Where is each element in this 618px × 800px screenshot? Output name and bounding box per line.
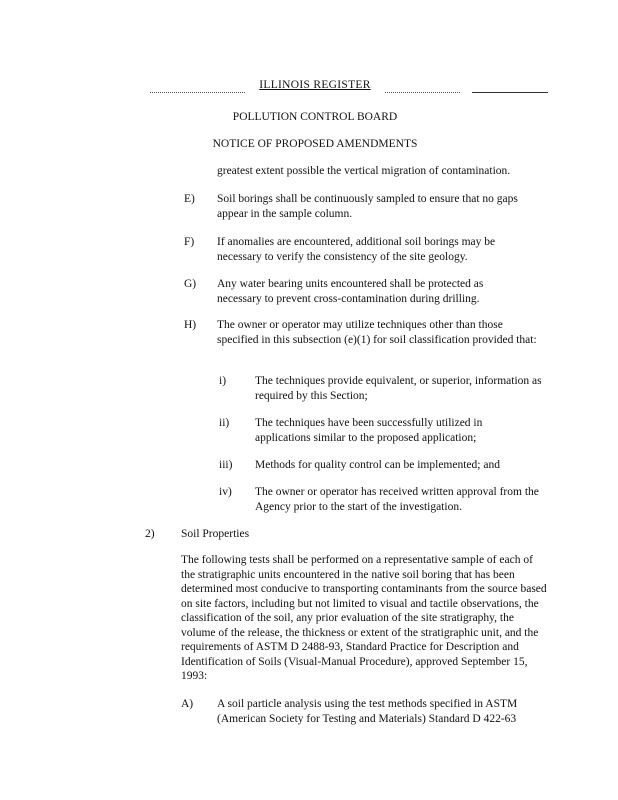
section-label: 2) xyxy=(145,528,155,540)
item-label: A) xyxy=(181,698,194,710)
subitem-label: iii) xyxy=(219,459,233,471)
item-text: The owner or operator may utilize techniques other than those specified in this subsection (e)(1) for soil classification provided that: xyxy=(217,319,537,346)
subitem-label: iv) xyxy=(219,486,232,498)
subitem-text: The techniques provide equivalent, or superior, information as required by this Section; xyxy=(255,375,542,402)
item-text: If anomalies are encountered, additional soil borings may be necessary to verify the consistency of the site geology. xyxy=(217,236,496,263)
item-label: H) xyxy=(184,319,197,331)
header-mid-rule xyxy=(385,92,460,93)
section-paragraph: The following tests shall be performed on a representative sample of each of the stratigraphic units encountered in the native soil boring that has been determined most conducive to transporting contaminants from the source based on site factors, including but not limited to visual and tactile observations, the classification of the soil, any prior evaluation of the site stratigraphy, the volume of the release, the thickness or extent of the stratigraphic unit, and the requirements of ASTM D 2488-93, Standard Practice for Description and Identification of Soils (Visual-Manual Procedure), approved September 15, 1993: xyxy=(181,554,547,682)
subitem-label: i) xyxy=(219,375,227,387)
register-title: ILLINOIS REGISTER xyxy=(259,79,371,91)
notice-title: NOTICE OF PROPOSED AMENDMENTS xyxy=(212,138,418,150)
item-text: Soil borings shall be continuously sampled to ensure that no gaps appear in the sample column. xyxy=(217,193,518,220)
item-label: F) xyxy=(184,236,195,248)
item-text: Any water bearing units encountered shall be protected as necessary to prevent cross-contamination during drilling. xyxy=(217,278,484,305)
subitem-text: The owner or operator has received written approval from the Agency prior to the start of the investigation. xyxy=(255,486,539,513)
subitem-text: Methods for quality control can be implemented; and xyxy=(255,459,500,471)
item-label: E) xyxy=(184,193,195,205)
agency-title: POLLUTION CONTROL BOARD xyxy=(232,111,398,123)
subitem-text: The techniques have been successfully utilized in applications similar to the proposed application; xyxy=(255,417,483,444)
item-text: A soil particle analysis using the test methods specified in ASTM (American Society for Testing and Materials) Standard D 422-63 xyxy=(217,698,518,725)
subitem-label: ii) xyxy=(219,417,230,429)
header-left-rule xyxy=(150,92,245,93)
section-heading: Soil Properties xyxy=(181,528,250,540)
header-right-rule xyxy=(472,92,548,93)
item-label: G) xyxy=(184,278,197,290)
continuation-text: greatest extent possible the vertical migration of contamination. xyxy=(217,165,511,177)
